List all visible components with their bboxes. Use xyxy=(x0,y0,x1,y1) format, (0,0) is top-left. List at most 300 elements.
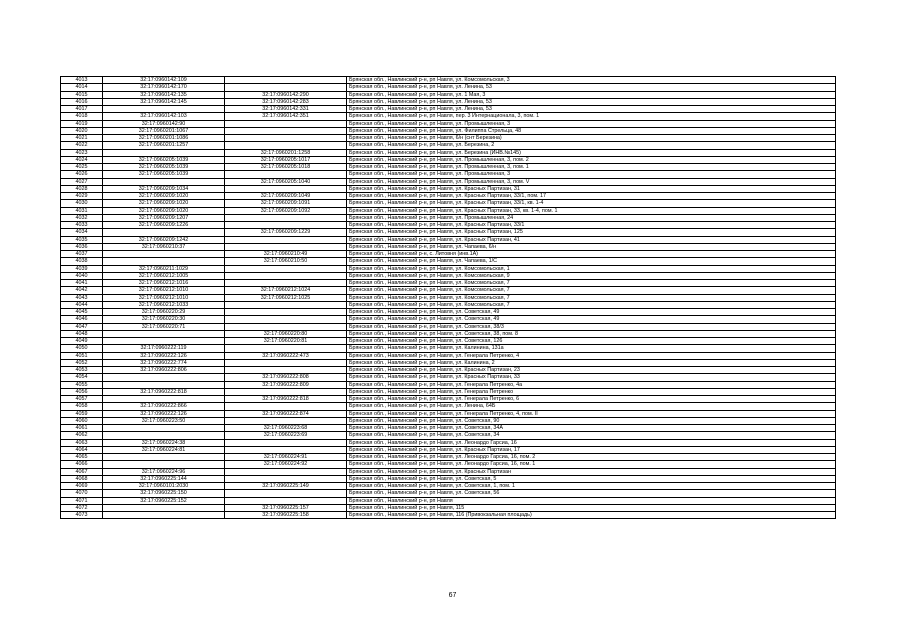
table-row xyxy=(61,309,836,316)
table-row xyxy=(61,345,836,352)
row-number-cell: 4039 xyxy=(61,265,103,272)
row-number-cell: 4070 xyxy=(61,490,103,497)
table-row xyxy=(61,135,836,142)
table-row xyxy=(61,77,836,84)
related-cadastral-number-cell: 32:17:0960212:1024 xyxy=(225,287,347,294)
table-row xyxy=(61,490,836,497)
address-cell: Брянская обл., Навлинский р-н, рп Навля, ул. Чапаева, 1/С xyxy=(347,258,836,265)
row-number-cell: 4059 xyxy=(61,410,103,417)
row-number-cell: 4014 xyxy=(61,84,103,91)
related-cadastral-number-cell: 32:17:0960210:50 xyxy=(225,258,347,265)
row-number-cell: 4028 xyxy=(61,185,103,192)
row-number-cell: 4021 xyxy=(61,135,103,142)
address-cell: Брянская обл., Навлинский р-н, рп Навля, ул. Чапаева, 6/н xyxy=(347,243,836,250)
cadastral-number-cell xyxy=(103,512,225,519)
address-cell: Брянская обл., Навлинский р-н, рп Навля, ул. Советская, 38, пом. 8 xyxy=(347,330,836,337)
row-number-cell: 4040 xyxy=(61,272,103,279)
table-row xyxy=(61,330,836,337)
related-cadastral-number-cell: 32:17:0960225:158 xyxy=(225,512,347,519)
cadastral-number-cell: 32:17:0960222:806 xyxy=(103,367,225,374)
row-number-cell: 4062 xyxy=(61,432,103,439)
row-number-cell: 4024 xyxy=(61,156,103,163)
row-number-cell: 4018 xyxy=(61,113,103,120)
related-cadastral-number-cell xyxy=(225,280,347,287)
related-cadastral-number-cell xyxy=(225,446,347,453)
cadastral-number-cell: 32:17:0960220:71 xyxy=(103,323,225,330)
related-cadastral-number-cell xyxy=(225,243,347,250)
cadastral-number-cell: 32:17:0960224:81 xyxy=(103,446,225,453)
table-row xyxy=(61,432,836,439)
table-row xyxy=(61,193,836,200)
related-cadastral-number-cell: 32:17:0960142:331 xyxy=(225,106,347,113)
related-cadastral-number-cell xyxy=(225,135,347,142)
address-cell: Брянская обл., Навлинский р-н, рп Навля, ул. Промышленная, 3, пом. 1 xyxy=(347,164,836,171)
cadastral-number-cell xyxy=(103,178,225,185)
address-cell: Брянская обл., Навлинский р-н, рп Навля, ул. Комсомольская, 7 xyxy=(347,301,836,308)
registry-table xyxy=(60,76,836,519)
cadastral-number-cell: 32:17:0960220:29 xyxy=(103,309,225,316)
cadastral-number-cell: 32:17:0960212:1010 xyxy=(103,294,225,301)
address-cell: Брянская обл., Навлинский р-н, рп Навля, ул. Советская, 56 xyxy=(347,490,836,497)
related-cadastral-number-cell: 32:17:0960205:1040 xyxy=(225,178,347,185)
related-cadastral-number-cell: 32:17:0960224:92 xyxy=(225,461,347,468)
related-cadastral-number-cell xyxy=(225,468,347,475)
row-number-cell: 4054 xyxy=(61,374,103,381)
table-row xyxy=(61,142,836,149)
row-number-cell: 4019 xyxy=(61,120,103,127)
table-row xyxy=(61,164,836,171)
row-number-cell: 4053 xyxy=(61,367,103,374)
row-number-cell: 4035 xyxy=(61,236,103,243)
row-number-cell: 4031 xyxy=(61,207,103,214)
table-row xyxy=(61,127,836,134)
related-cadastral-number-cell xyxy=(225,171,347,178)
row-number-cell: 4027 xyxy=(61,178,103,185)
address-cell: Брянская обл., Навлинский р-н, рп Навля, ул. Красных Партизан, 33/1, кв. 1-4 xyxy=(347,200,836,207)
table-row xyxy=(61,120,836,127)
row-number-cell: 4066 xyxy=(61,461,103,468)
address-cell: Брянская обл., Навлинский р-н, рп Навля, ул. Советская, 49 xyxy=(347,316,836,323)
related-cadastral-number-cell: 32:17:0960220:81 xyxy=(225,338,347,345)
related-cadastral-number-cell: 32:17:0960142:351 xyxy=(225,113,347,120)
row-number-cell: 4015 xyxy=(61,91,103,98)
cadastral-number-cell: 32:17:0960209:1207 xyxy=(103,214,225,221)
related-cadastral-number-cell xyxy=(225,359,347,366)
cadastral-number-cell xyxy=(103,425,225,432)
related-cadastral-number-cell: 32:17:0960209:1049 xyxy=(225,193,347,200)
table-row xyxy=(61,425,836,432)
address-cell: Брянская обл., Навлинский р-н, рп Навля, ул. Красных Партизан, 17 xyxy=(347,446,836,453)
address-cell: Брянская обл., Навлинский р-н, рп Навля, ул. Березина (ИНВ.№145) xyxy=(347,149,836,156)
table-row xyxy=(61,243,836,250)
address-cell: Брянская обл., Навлинский р-н, рп Навля, ул. Генерала Петренко, 4 xyxy=(347,352,836,359)
table-row xyxy=(61,236,836,243)
cadastral-number-cell: 32:17:0960142:109 xyxy=(103,77,225,84)
row-number-cell: 4061 xyxy=(61,425,103,432)
address-cell: Брянская обл., Навлинский р-н, рп Навля, 116 (Привокзальная площадь) xyxy=(347,512,836,519)
address-cell: Брянская обл., Навлинский р-н, рп Навля, ул. Леонардо Гарсиа, 16 xyxy=(347,439,836,446)
table-row xyxy=(61,483,836,490)
cadastral-number-cell: 32:17:0960225:152 xyxy=(103,497,225,504)
table-row xyxy=(61,178,836,185)
cadastral-number-cell: 32:17:0960142:90 xyxy=(103,120,225,127)
cadastral-number-cell: 32:17:0960209:1020 xyxy=(103,200,225,207)
cadastral-number-cell xyxy=(103,381,225,388)
row-number-cell: 4048 xyxy=(61,330,103,337)
address-cell: Брянская обл., Навлинский р-н, рп Навля, ул. Промышленная, 3 xyxy=(347,171,836,178)
row-number-cell: 4058 xyxy=(61,403,103,410)
cadastral-number-cell xyxy=(103,149,225,156)
address-cell: Брянская обл., Навлинский р-н, рп Навля, ул. Калинина, 131а xyxy=(347,345,836,352)
table-row xyxy=(61,367,836,374)
related-cadastral-number-cell xyxy=(225,388,347,395)
table-row xyxy=(61,352,836,359)
related-cadastral-number-cell xyxy=(225,323,347,330)
address-cell: Брянская обл., Навлинский р-н, рп Навля, ул. Калинина, 2 xyxy=(347,359,836,366)
table-row xyxy=(61,98,836,105)
cadastral-number-cell: 32:17:0960222:119 xyxy=(103,345,225,352)
related-cadastral-number-cell xyxy=(225,475,347,482)
row-number-cell: 4044 xyxy=(61,301,103,308)
address-cell: Брянская обл., Навлинский р-н, рп Навля, ул. Генерала Петренко, 4а xyxy=(347,381,836,388)
row-number-cell: 4033 xyxy=(61,222,103,229)
address-cell: Брянская обл., Навлинский р-н, рп Навля, ул. Красных Партизан, 33 xyxy=(347,374,836,381)
table-row xyxy=(61,200,836,207)
cadastral-number-cell xyxy=(103,374,225,381)
related-cadastral-number-cell: 32:17:0960223:69 xyxy=(225,432,347,439)
related-cadastral-number-cell xyxy=(225,127,347,134)
table-row xyxy=(61,207,836,214)
row-number-cell: 4042 xyxy=(61,287,103,294)
row-number-cell: 4020 xyxy=(61,127,103,134)
related-cadastral-number-cell xyxy=(225,222,347,229)
address-cell: Брянская обл., Навлинский р-н, рп Навля, ул. Красных Партизан, 41 xyxy=(347,236,836,243)
related-cadastral-number-cell xyxy=(225,214,347,221)
related-cadastral-number-cell: 32:17:0960212:1025 xyxy=(225,294,347,301)
row-number-cell: 4060 xyxy=(61,417,103,424)
address-cell: Брянская обл., Навлинский р-н, рп Навля, 115 xyxy=(347,504,836,511)
row-number-cell: 4046 xyxy=(61,316,103,323)
related-cadastral-number-cell xyxy=(225,497,347,504)
cadastral-number-cell xyxy=(103,432,225,439)
related-cadastral-number-cell: 32:17:0960142:283 xyxy=(225,98,347,105)
cadastral-number-cell xyxy=(103,396,225,403)
cadastral-number-cell: 32:17:0960209:1020 xyxy=(103,193,225,200)
row-number-cell: 4051 xyxy=(61,352,103,359)
address-cell: Брянская обл., Навлинский р-н, рп Навля, ул. Ленина, 64Б xyxy=(347,403,836,410)
table-row xyxy=(61,149,836,156)
row-number-cell: 4022 xyxy=(61,142,103,149)
address-cell: Брянская обл., Навлинский р-н, рп Навля, ул. Комсомольская, 7 xyxy=(347,280,836,287)
address-cell: Брянская обл., Навлинский р-н, рп Навля, ул. Ленина, 53 xyxy=(347,106,836,113)
related-cadastral-number-cell: 32:17:0960209:1091 xyxy=(225,200,347,207)
table-row xyxy=(61,323,836,330)
cadastral-number-cell: 32:17:0960222:774 xyxy=(103,359,225,366)
cadastral-number-cell: 32:17:0960223:50 xyxy=(103,417,225,424)
row-number-cell: 4037 xyxy=(61,251,103,258)
table-row xyxy=(61,214,836,221)
cadastral-number-cell: 32:17:0960212:1033 xyxy=(103,301,225,308)
related-cadastral-number-cell xyxy=(225,265,347,272)
related-cadastral-number-cell xyxy=(225,316,347,323)
table-row xyxy=(61,301,836,308)
related-cadastral-number-cell xyxy=(225,403,347,410)
table-row xyxy=(61,294,836,301)
row-number-cell: 4013 xyxy=(61,77,103,84)
cadastral-number-cell xyxy=(103,330,225,337)
cadastral-number-cell: 32:17:0960224:96 xyxy=(103,468,225,475)
table-row xyxy=(61,280,836,287)
row-number-cell: 4063 xyxy=(61,439,103,446)
address-cell: Брянская обл., Навлинский р-н, рп Навля, ул. Комсомольская, 7 xyxy=(347,287,836,294)
address-cell: Брянская обл., Навлинский р-н, рп Навля, 6/н (снт Березина) xyxy=(347,135,836,142)
address-cell: Брянская обл., Навлинский р-н, рп Навля, ул. Комсомольская, 3 xyxy=(347,77,836,84)
cadastral-number-cell: 32:17:0960209:1242 xyxy=(103,236,225,243)
table-row xyxy=(61,497,836,504)
address-cell: Брянская обл., Навлинский р-н, рп Навля, ул. Красных Партизан, 33/1 xyxy=(347,222,836,229)
address-cell: Брянская обл., Навлинский р-н, рп Навля, ул. Комсомольская, 7 xyxy=(347,294,836,301)
related-cadastral-number-cell: 32:17:0960205:1017 xyxy=(225,156,347,163)
cadastral-number-cell: 32:17:0960205:1039 xyxy=(103,164,225,171)
page-number: 67 xyxy=(448,592,457,599)
cadastral-number-cell: 32:17:0960142:145 xyxy=(103,98,225,105)
row-number-cell: 4038 xyxy=(61,258,103,265)
address-cell: Брянская обл., Навлинский р-н, рп Навля, ул. Советская, 34А xyxy=(347,425,836,432)
row-number-cell: 4030 xyxy=(61,200,103,207)
related-cadastral-number-cell: 32:17:0960222:473 xyxy=(225,352,347,359)
related-cadastral-number-cell xyxy=(225,120,347,127)
row-number-cell: 4067 xyxy=(61,468,103,475)
table-row xyxy=(61,222,836,229)
cadastral-number-cell: 32:17:0960142:135 xyxy=(103,91,225,98)
cadastral-number-cell: 32:17:0960201:1086 xyxy=(103,135,225,142)
table-row xyxy=(61,156,836,163)
cadastral-number-cell: 32:17:0960209:1226 xyxy=(103,222,225,229)
row-number-cell: 4073 xyxy=(61,512,103,519)
cadastral-number-cell xyxy=(103,504,225,511)
row-number-cell: 4034 xyxy=(61,229,103,236)
cadastral-number-cell: 32:17:0960222:126 xyxy=(103,352,225,359)
row-number-cell: 4016 xyxy=(61,98,103,105)
related-cadastral-number-cell xyxy=(225,439,347,446)
address-cell: Брянская обл., Навлинский р-н, рп Навля, ул. Промышленная, 3, пом. V xyxy=(347,178,836,185)
address-cell: Брянская обл., Навлинский р-н, рп Навля, ул. Промышленная, 24 xyxy=(347,214,836,221)
table-row xyxy=(61,91,836,98)
table-row xyxy=(61,381,836,388)
table-row xyxy=(61,461,836,468)
address-cell: Брянская обл., Навлинский р-н, рп Навля, ул. Красных Партизан, 31 xyxy=(347,185,836,192)
table-row xyxy=(61,359,836,366)
cadastral-number-cell: 32:17:0960209:1020 xyxy=(103,207,225,214)
row-number-cell: 4026 xyxy=(61,171,103,178)
related-cadastral-number-cell xyxy=(225,142,347,149)
table-row xyxy=(61,106,836,113)
row-number-cell: 4065 xyxy=(61,454,103,461)
related-cadastral-number-cell xyxy=(225,490,347,497)
related-cadastral-number-cell xyxy=(225,345,347,352)
address-cell: Брянская обл., Навлинский р-н, рп Навля, ул. Генерала Петренко, 6 xyxy=(347,396,836,403)
cadastral-number-cell xyxy=(103,106,225,113)
address-cell: Брянская обл., Навлинский р-н, рп Навля, ул. Советская, 38/3 xyxy=(347,323,836,330)
address-cell: Брянская обл., Навлинский р-н, рп Навля, ул. Леонардо Гарсиа, 16, пом. 2 xyxy=(347,454,836,461)
row-number-cell: 4068 xyxy=(61,475,103,482)
address-cell: Брянская обл., Навлинский р-н, рп Навля, ул. Советская, 126 xyxy=(347,338,836,345)
row-number-cell: 4036 xyxy=(61,243,103,250)
address-cell: Брянская обл., Навлинский р-н, рп Навля, ул. Ленина, 53 xyxy=(347,84,836,91)
address-cell: Брянская обл., Навлинский р-н, рп Навля, ул. Красных Партизан, 125 xyxy=(347,229,836,236)
address-cell: Брянская обл., Навлинский р-н, рп Навля, ул. Советская, 5 xyxy=(347,475,836,482)
row-number-cell: 4029 xyxy=(61,193,103,200)
table-row xyxy=(61,316,836,323)
table-row xyxy=(61,84,836,91)
related-cadastral-number-cell xyxy=(225,301,347,308)
table-row xyxy=(61,171,836,178)
table-row xyxy=(61,475,836,482)
address-cell: Брянская обл., Навлинский р-н, рп Навля, ул. Комсомольская, 1 xyxy=(347,265,836,272)
row-number-cell: 4052 xyxy=(61,359,103,366)
address-cell: Брянская обл., Навлинский р-н, рп Навля, ул. Комсомольская, 9 xyxy=(347,272,836,279)
table-row xyxy=(61,258,836,265)
cadastral-number-cell: 32:17:0960142:103 xyxy=(103,113,225,120)
row-number-cell: 4064 xyxy=(61,446,103,453)
address-cell: Брянская обл., Навлинский р-н, рп Навля, ул. Красных Партизан, 33/1, пом. 17 xyxy=(347,193,836,200)
related-cadastral-number-cell: 32:17:0960222:874 xyxy=(225,410,347,417)
related-cadastral-number-cell: 32:17:0960222:809 xyxy=(225,381,347,388)
table-row xyxy=(61,446,836,453)
table-row xyxy=(61,265,836,272)
table-row xyxy=(61,403,836,410)
address-cell: Брянская обл., Навлинский р-н, рп Навля, ул. Советская, 1, пом. 1 xyxy=(347,483,836,490)
address-cell: Брянская обл., Навлинский р-н, с. Литовня (инв.1А) xyxy=(347,251,836,258)
address-cell: Брянская обл., Навлинский р-н, рп Навля, ул. Красных Партизан, 23 xyxy=(347,367,836,374)
cadastral-number-cell xyxy=(103,251,225,258)
cadastral-number-cell xyxy=(103,229,225,236)
related-cadastral-number-cell: 32:17:0960142:290 xyxy=(225,91,347,98)
table-row xyxy=(61,185,836,192)
cadastral-number-cell: 32:17:0960101:2030 xyxy=(103,483,225,490)
table-row xyxy=(61,251,836,258)
related-cadastral-number-cell xyxy=(225,417,347,424)
row-number-cell: 4032 xyxy=(61,214,103,221)
related-cadastral-number-cell xyxy=(225,309,347,316)
cadastral-number-cell xyxy=(103,338,225,345)
address-cell: Брянская обл., Навлинский р-н, рп Навля, ул. Советская, 90 xyxy=(347,417,836,424)
address-cell: Брянская обл., Навлинский р-н, рп Навля, ул. Советская, 34 xyxy=(347,432,836,439)
row-number-cell: 4017 xyxy=(61,106,103,113)
address-cell: Брянская обл., Навлинский р-н, рп Навля, ул. Генерала Петренко xyxy=(347,388,836,395)
address-cell: Брянская обл., Навлинский р-н, рп Навля, ул. Промышленная, 3, пом. 2 xyxy=(347,156,836,163)
cadastral-number-cell: 32:17:0960211:1029 xyxy=(103,265,225,272)
row-number-cell: 4049 xyxy=(61,338,103,345)
row-number-cell: 4071 xyxy=(61,497,103,504)
address-cell: Брянская обл., Навлинский р-н, рп Навля, пер. 3 Интернационала, 3, пом. 1 xyxy=(347,113,836,120)
row-number-cell: 4069 xyxy=(61,483,103,490)
row-number-cell: 4072 xyxy=(61,504,103,511)
table-row xyxy=(61,338,836,345)
table-row xyxy=(61,113,836,120)
address-cell: Брянская обл., Навлинский р-н, рп Навля, ул. Промышленная, 3 xyxy=(347,120,836,127)
cadastral-number-cell: 32:17:0960205:1039 xyxy=(103,171,225,178)
table-row xyxy=(61,439,836,446)
cadastral-number-cell: 32:17:0960222:866 xyxy=(103,403,225,410)
related-cadastral-number-cell: 32:17:0960205:1018 xyxy=(225,164,347,171)
cadastral-number-cell xyxy=(103,258,225,265)
address-cell: Брянская обл., Навлинский р-н, рп Навля, ул. 1 Мая, 3 xyxy=(347,91,836,98)
table-row xyxy=(61,454,836,461)
related-cadastral-number-cell xyxy=(225,84,347,91)
cadastral-number-cell: 32:17:0960142:170 xyxy=(103,84,225,91)
cadastral-number-cell: 32:17:0960205:1039 xyxy=(103,156,225,163)
table-row xyxy=(61,512,836,519)
table-row xyxy=(61,396,836,403)
address-cell: Брянская обл., Навлинский р-н, рп Навля, ул. Генерала Петренко, 4, пом. II xyxy=(347,410,836,417)
address-cell: Брянская обл., Навлинский р-н, рп Навля, ул. Филиппа Стрельца, 48 xyxy=(347,127,836,134)
table-row xyxy=(61,417,836,424)
related-cadastral-number-cell: 32:17:0960222:818 xyxy=(225,396,347,403)
related-cadastral-number-cell xyxy=(225,236,347,243)
related-cadastral-number-cell: 32:17:0960225:157 xyxy=(225,504,347,511)
related-cadastral-number-cell xyxy=(225,185,347,192)
related-cadastral-number-cell: 32:17:0960210:49 xyxy=(225,251,347,258)
related-cadastral-number-cell: 32:17:0960224:91 xyxy=(225,454,347,461)
address-cell: Брянская обл., Навлинский р-н, рп Навля, ул. Красных Партизан xyxy=(347,468,836,475)
address-cell: Брянская обл., Навлинский р-н, рп Навля xyxy=(347,497,836,504)
address-cell: Брянская обл., Навлинский р-н, рп Навля, ул. Леонардо Гарсиа, 16, пом. 1 xyxy=(347,461,836,468)
row-number-cell: 4050 xyxy=(61,345,103,352)
related-cadastral-number-cell: 32:17:0960225:149 xyxy=(225,483,347,490)
cadastral-number-cell xyxy=(103,454,225,461)
row-number-cell: 4056 xyxy=(61,388,103,395)
cadastral-number-cell: 32:17:0960224:38 xyxy=(103,439,225,446)
table-row xyxy=(61,229,836,236)
row-number-cell: 4057 xyxy=(61,396,103,403)
table-row xyxy=(61,272,836,279)
table-row xyxy=(61,287,836,294)
table-row xyxy=(61,374,836,381)
related-cadastral-number-cell: 32:17:0960209:1229 xyxy=(225,229,347,236)
table-row xyxy=(61,468,836,475)
cadastral-number-cell: 32:17:0960222:126 xyxy=(103,410,225,417)
cadastral-number-cell xyxy=(103,461,225,468)
cadastral-number-cell: 32:17:0960225:144 xyxy=(103,475,225,482)
row-number-cell: 4045 xyxy=(61,309,103,316)
row-number-cell: 4047 xyxy=(61,323,103,330)
row-number-cell: 4025 xyxy=(61,164,103,171)
cadastral-number-cell: 32:17:0960212:1016 xyxy=(103,280,225,287)
related-cadastral-number-cell: 32:17:0960220:80 xyxy=(225,330,347,337)
cadastral-number-cell: 32:17:0960220:30 xyxy=(103,316,225,323)
row-number-cell: 4043 xyxy=(61,294,103,301)
cadastral-number-cell: 32:17:0960209:1034 xyxy=(103,185,225,192)
cadastral-number-cell: 32:17:0960210:37 xyxy=(103,243,225,250)
row-number-cell: 4023 xyxy=(61,149,103,156)
table-row xyxy=(61,410,836,417)
related-cadastral-number-cell: 32:17:0960201:1258 xyxy=(225,149,347,156)
related-cadastral-number-cell xyxy=(225,272,347,279)
cadastral-number-cell: 32:17:0960201:1067 xyxy=(103,127,225,134)
cadastral-number-cell: 32:17:0960212:1010 xyxy=(103,287,225,294)
related-cadastral-number-cell: 32:17:0960222:808 xyxy=(225,374,347,381)
related-cadastral-number-cell xyxy=(225,77,347,84)
address-cell: Брянская обл., Навлинский р-н, рп Навля, ул. Ленина, 53 xyxy=(347,98,836,105)
row-number-cell: 4055 xyxy=(61,381,103,388)
row-number-cell: 4041 xyxy=(61,280,103,287)
cadastral-number-cell: 32:17:0960222:818 xyxy=(103,388,225,395)
address-cell: Брянская обл., Навлинский р-н, рп Навля, ул. Красных Партизан, 33, кв. 1-4, пом. 1 xyxy=(347,207,836,214)
table-row xyxy=(61,504,836,511)
related-cadastral-number-cell: 32:17:0960223:68 xyxy=(225,425,347,432)
address-cell: Брянская обл., Навлинский р-н, рп Навля, ул. Березина, 2 xyxy=(347,142,836,149)
